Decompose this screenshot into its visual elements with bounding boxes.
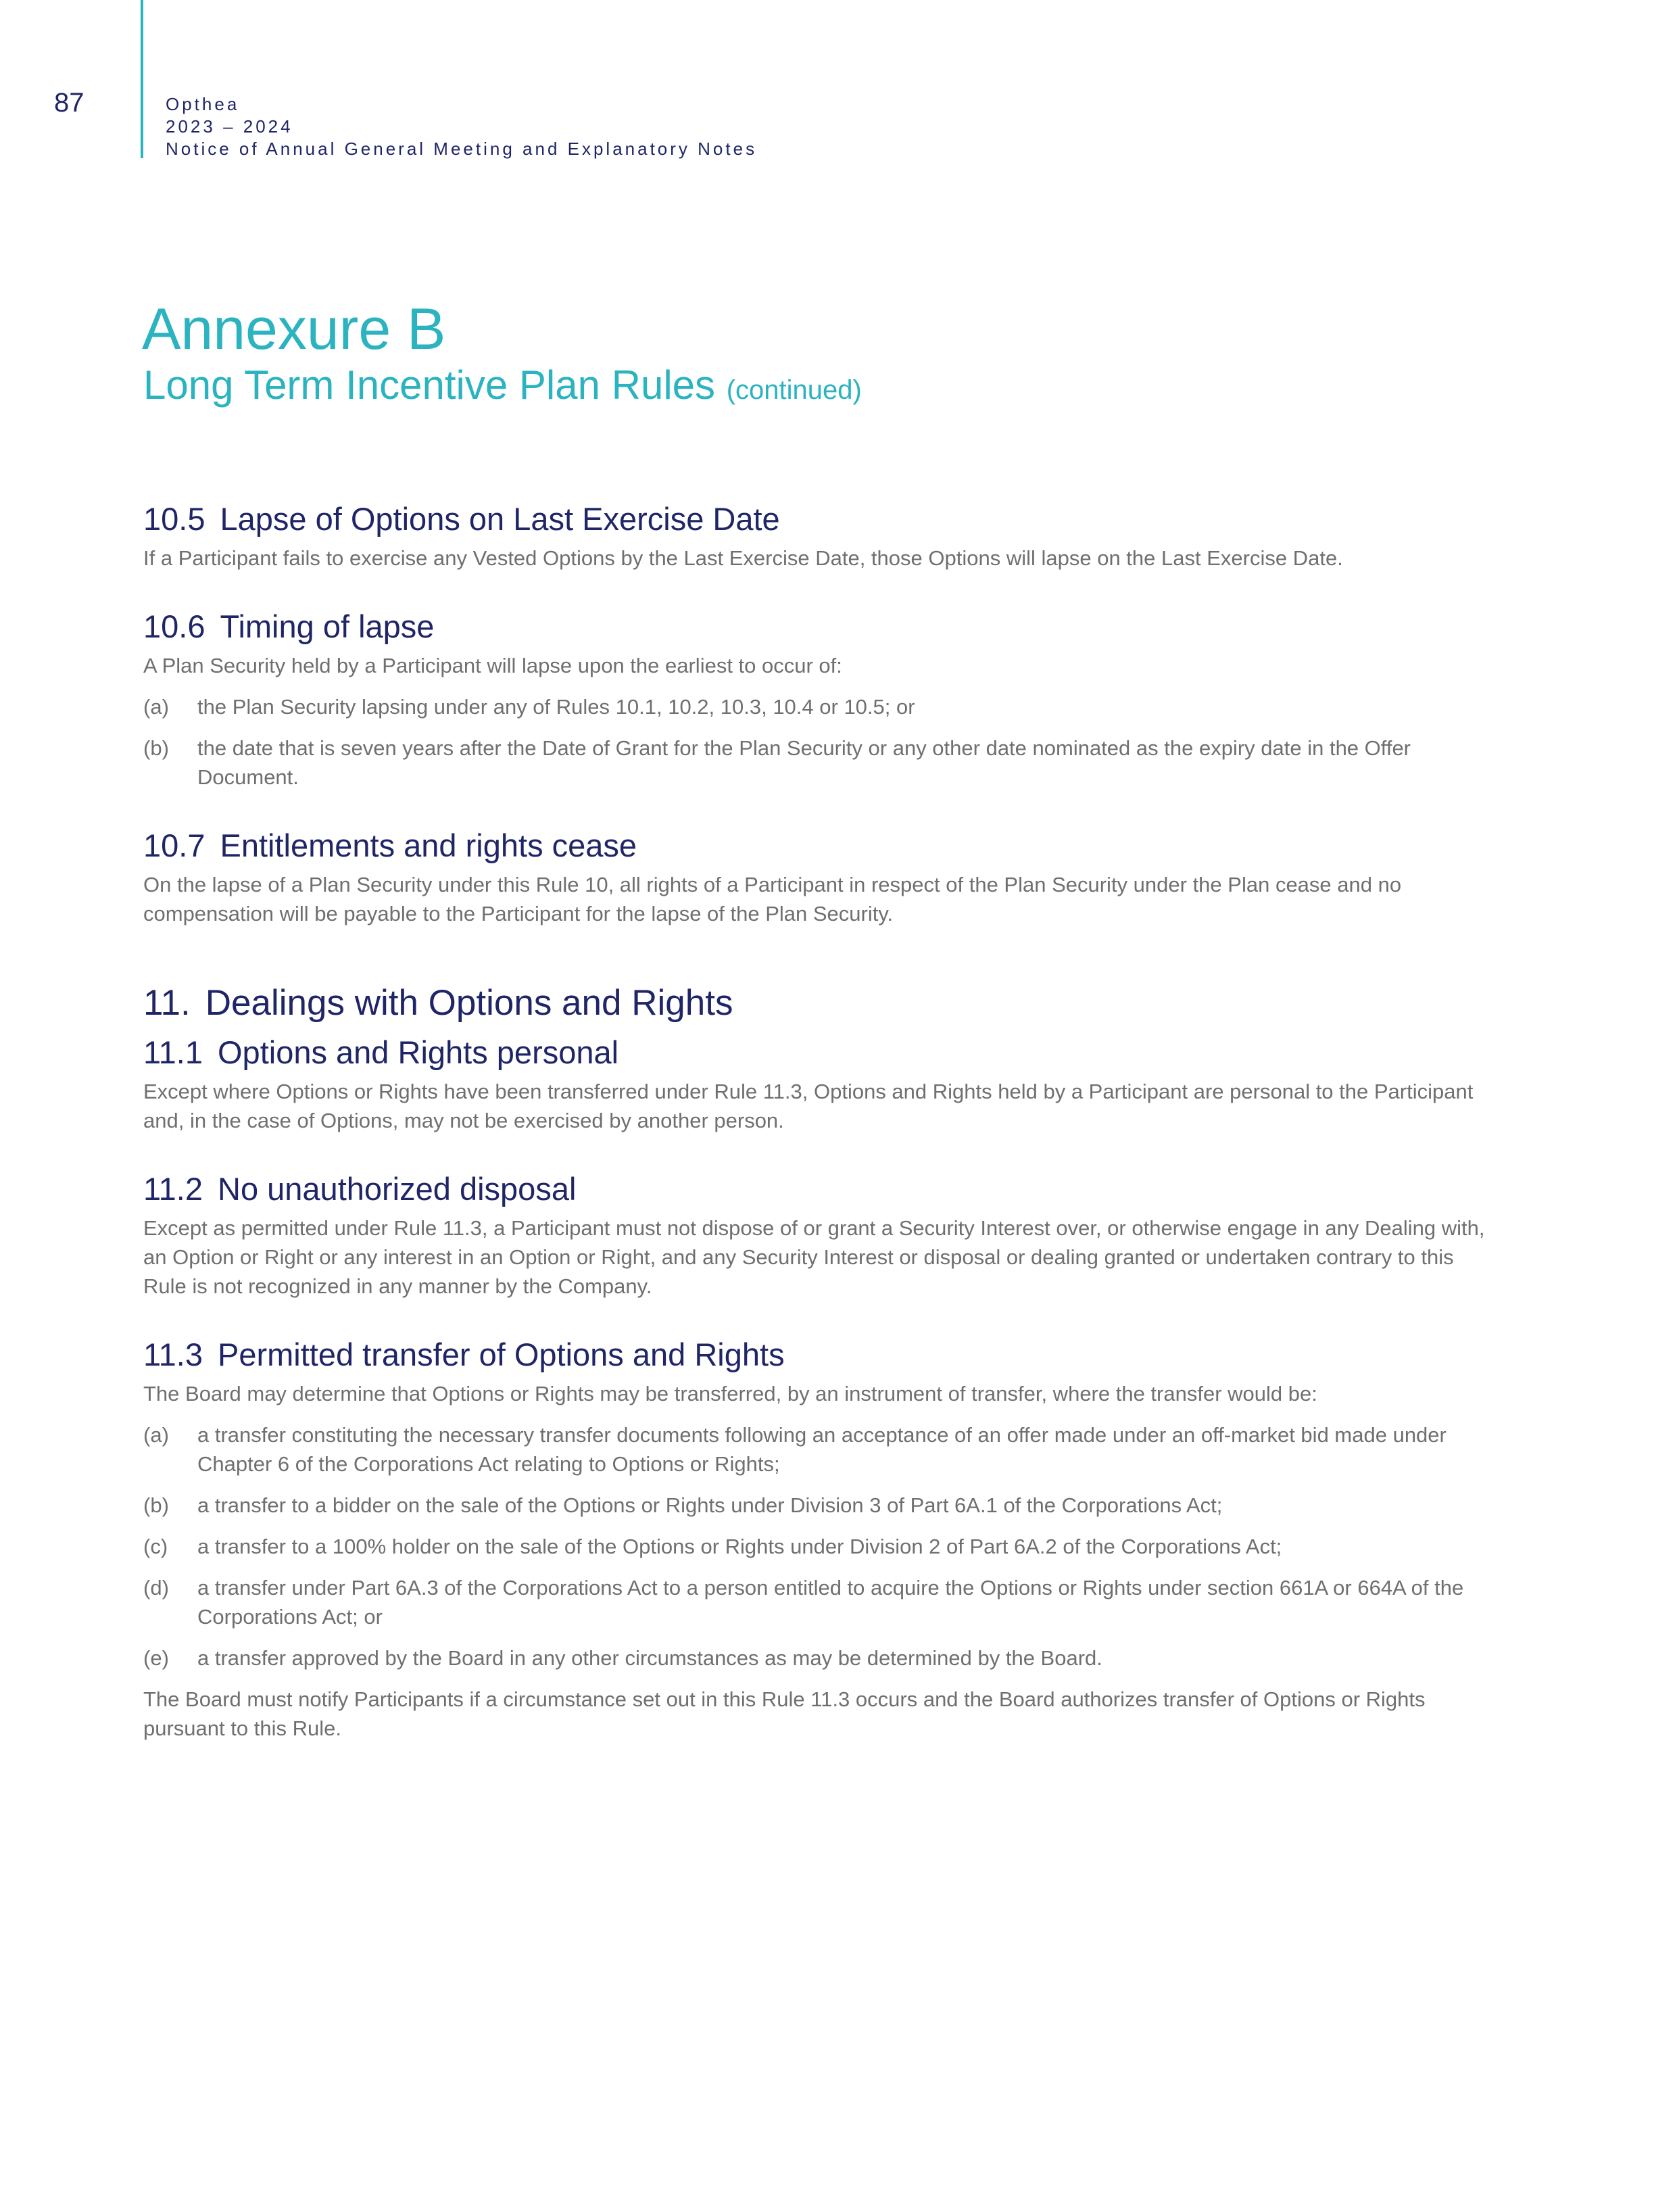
list-item-text: a transfer under Part 6A.3 of the Corporations Act to a person entitled to acquire the Options or Rights under section 661A or 664A of the Corporations Act; or — [197, 1576, 1464, 1629]
header-years: 2023 – 2024 — [166, 116, 293, 137]
section-heading — [143, 1034, 1495, 1072]
section-heading — [143, 608, 1495, 646]
list-item — [143, 734, 1495, 792]
list-item-text: a transfer constituting the necessary transfer documents following an acceptance of an offer made under an off-market bid made under Chapter 6 of the Corporations Act relating to Options or Rights; — [197, 1423, 1447, 1476]
continued-label: (continued) — [726, 375, 862, 405]
list-item-text: the Plan Security lapsing under any of Rules 10.1, 10.2, 10.3, 10.4 or 10.5; or — [197, 695, 915, 719]
section-11-3 — [143, 1336, 1495, 1743]
list-item-label: (a) — [143, 1423, 169, 1447]
section-body: Except as permitted under Rule 11.3, a Participant must not dispose of or grant a Security Interest over, or otherwise engage in any Dealing with, an Option or Right or any interest in an Option or Right, and any Security Interest or disposal or dealing granted or undertaken contrary to this Rule is not recognized in any manner by the Company. — [143, 1216, 1485, 1298]
annexure-subtitle-text: Long Term Incentive Plan Rules — [143, 362, 716, 408]
section-body: If a Participant fails to exercise any Vested Options by the Last Exercise Date, those Options will lapse on the Last Exercise Date. — [143, 546, 1343, 570]
list-item-label: (b) — [143, 736, 169, 760]
list-item-text: a transfer approved by the Board in any other circumstances as may be determined by the Board. — [197, 1646, 1102, 1670]
section-number: 11.2 — [143, 1171, 203, 1207]
section-heading — [143, 1336, 1495, 1374]
list-item-text: a transfer to a 100% holder on the sale of the Options or Rights under Division 2 of Part 6A.2 of the Corporations Act; — [197, 1535, 1282, 1558]
section-intro: The Board may determine that Options or Rights may be transferred, by an instrument of transfer, where the transfer would be: — [143, 1382, 1317, 1405]
section-number: 10.6 — [143, 608, 205, 644]
list-item-label: (b) — [143, 1493, 169, 1517]
list-item-label: (e) — [143, 1646, 169, 1670]
list-item-text: the date that is seven years after the Date of Grant for the Plan Security or any other date nominated as the expiry date in the Offer Document. — [197, 736, 1411, 789]
section-title: Dealings with Options and Rights — [205, 983, 733, 1023]
list-item-label: (c) — [143, 1535, 168, 1558]
section-title: Options and Rights personal — [218, 1034, 619, 1070]
section-10-5 — [143, 500, 1495, 573]
list-item — [143, 1532, 1495, 1561]
section-10-7 — [143, 827, 1495, 928]
section-title: Lapse of Options on Last Exercise Date — [220, 501, 780, 537]
section-intro: A Plan Security held by a Participant will lapse upon the earliest to occur of: — [143, 654, 842, 677]
list-item — [143, 1573, 1495, 1631]
header-company: Opthea — [166, 94, 240, 114]
list-item — [143, 1491, 1495, 1520]
section-title: No unauthorized disposal — [218, 1171, 577, 1207]
section-number: 10.7 — [143, 827, 205, 863]
section-heading — [143, 1170, 1495, 1208]
section-title: Entitlements and rights cease — [220, 827, 637, 863]
section-number: 10.5 — [143, 501, 205, 537]
header-divider — [141, 0, 143, 158]
list-item-label: (a) — [143, 695, 169, 719]
section-closing: The Board must notify Participants if a circumstance set out in this Rule 11.3 occurs and the Board authorizes transfer of Options or Rights pursuant to this Rule. — [143, 1687, 1426, 1740]
document-body — [143, 500, 1495, 1755]
section-heading — [143, 827, 1495, 865]
annexure-title: Annexure B — [142, 297, 446, 362]
section-10-6 — [143, 608, 1495, 792]
list-item-label: (d) — [143, 1576, 169, 1600]
section-title: Permitted transfer of Options and Rights — [218, 1337, 785, 1372]
section-number: 11.3 — [143, 1337, 203, 1372]
header-document-title: Notice of Annual General Meeting and Explanatory Notes — [166, 139, 758, 159]
section-title: Timing of lapse — [220, 608, 435, 644]
major-section-heading — [143, 982, 1495, 1024]
list-item — [143, 1643, 1495, 1673]
section-number: 11.1 — [143, 1034, 203, 1070]
list-item — [143, 1420, 1495, 1478]
list-item-text: a transfer to a bidder on the sale of the Options or Rights under Division 3 of Part 6A.1 of the Corporations Act; — [197, 1493, 1223, 1517]
section-11-1 — [143, 1034, 1495, 1135]
section-11-2 — [143, 1170, 1495, 1301]
section-body: On the lapse of a Plan Security under this Rule 10, all rights of a Participant in respect of the Plan Security under the Plan cease and no compensation will be payable to the Participant for the lapse of the Plan Security. — [143, 873, 1402, 925]
list-item — [143, 692, 1495, 721]
annexure-subtitle — [143, 362, 862, 408]
section-11 — [143, 982, 1495, 1743]
section-body: Except where Options or Rights have been transferred under Rule 11.3, Options and Rights held by a Participant are personal to the Participant and, in the case of Options, may not be exercised by another person. — [143, 1080, 1474, 1132]
section-number: 11. — [143, 983, 191, 1023]
page-number: 87 — [54, 88, 84, 118]
running-header — [166, 93, 757, 160]
section-heading — [143, 500, 1495, 538]
